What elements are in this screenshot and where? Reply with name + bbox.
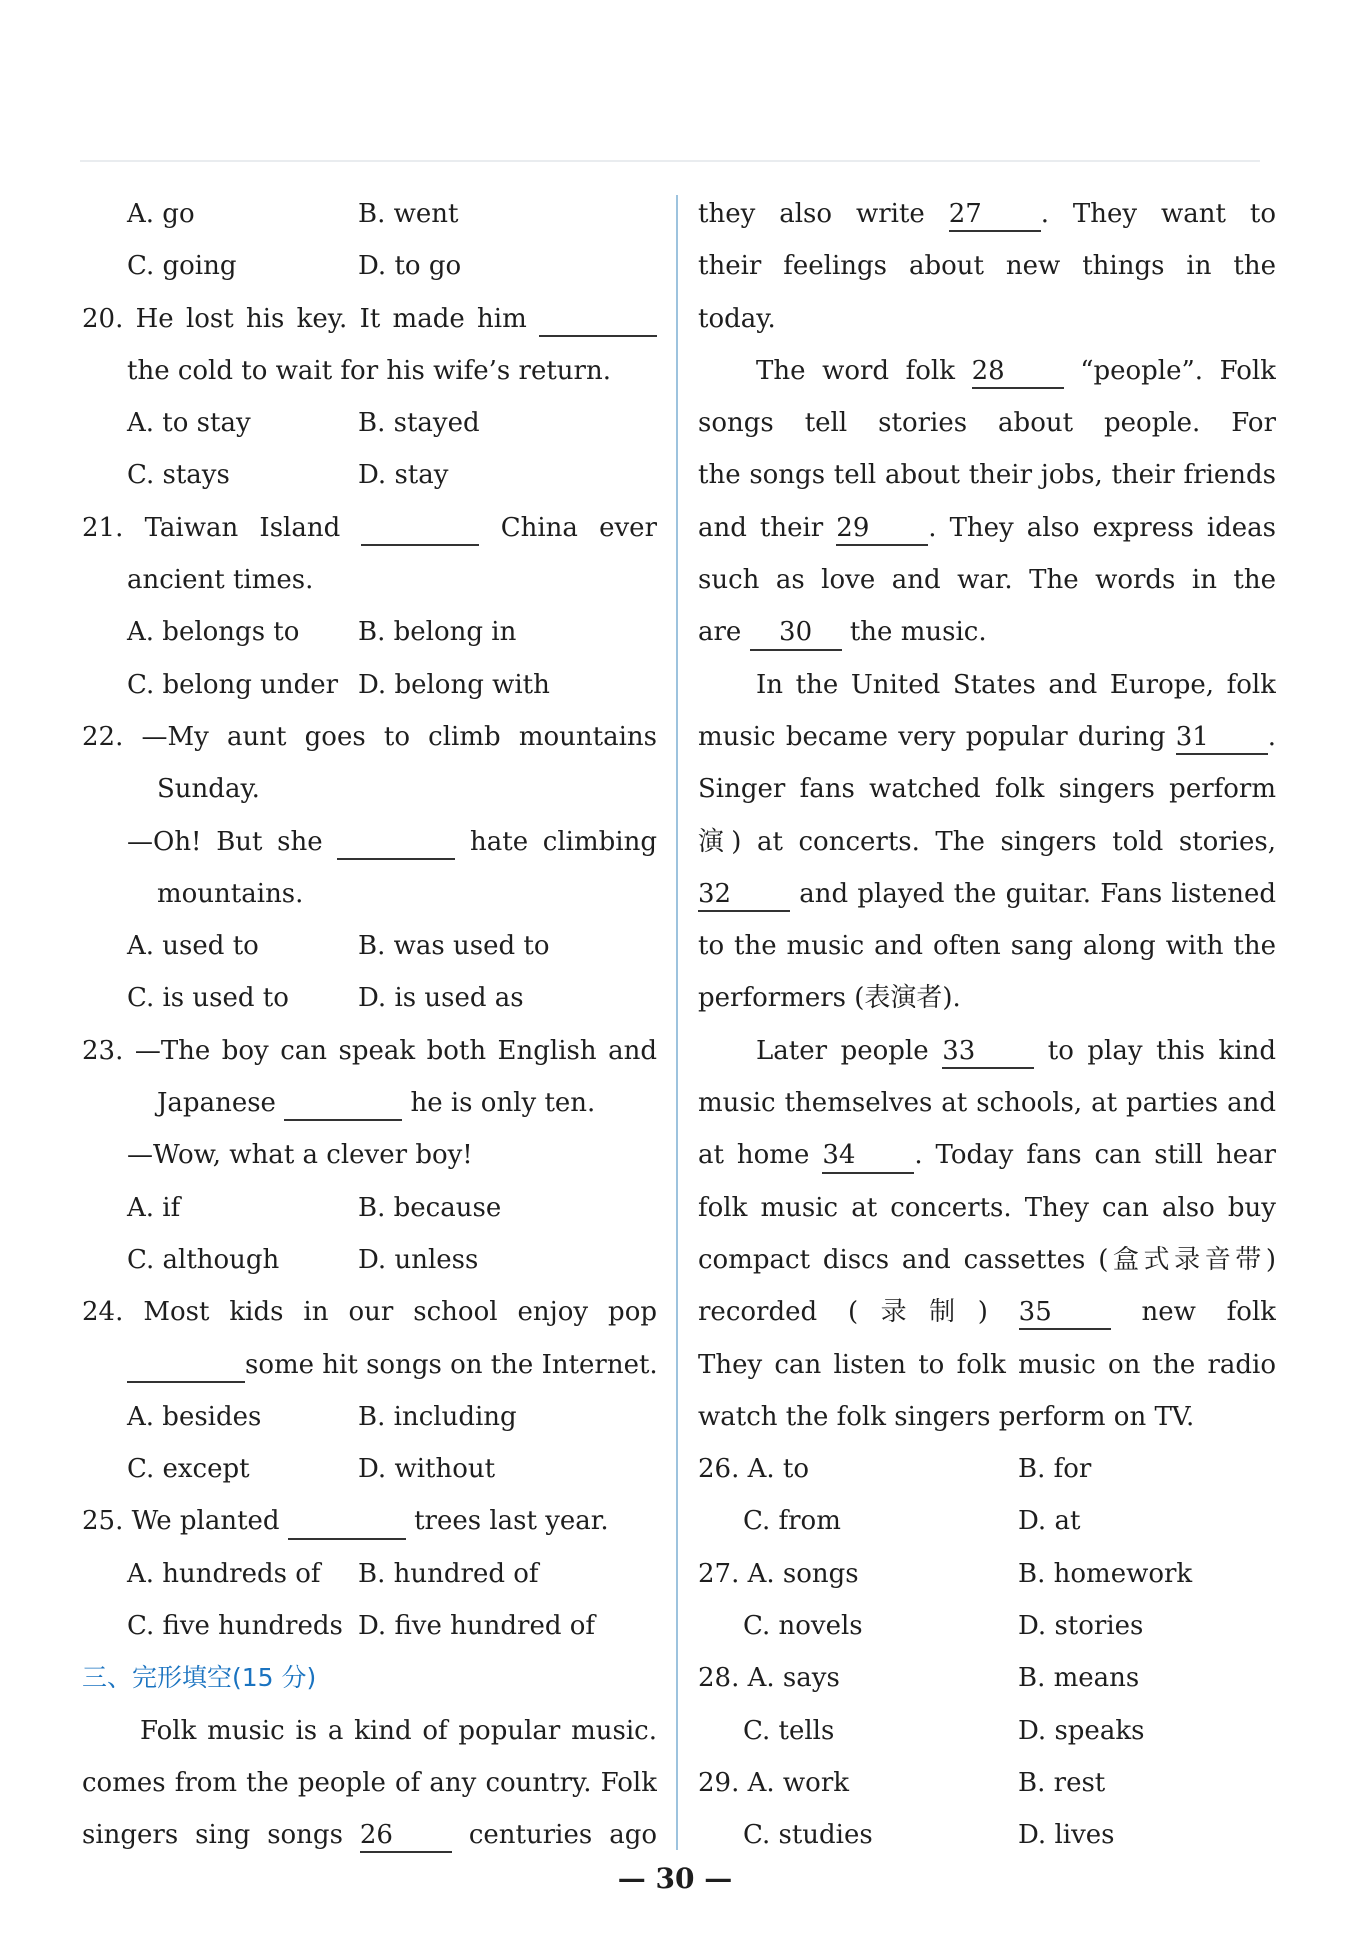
option: A. hundreds of <box>127 1558 321 1589</box>
passage-line: In the United States and Europe, folk <box>756 669 1276 700</box>
page-number: — 30 — <box>617 1862 733 1895</box>
passage-line: folk music at concerts. They can also buy <box>698 1192 1276 1223</box>
option: B. for <box>1018 1454 1092 1485</box>
answer-blank-31[interactable]: 31 <box>1176 722 1268 755</box>
option: A. belongs to <box>127 617 300 648</box>
passage-line: performers (表演者). <box>698 983 961 1014</box>
passage-line: music themselves at schools, at parties and <box>698 1088 1276 1119</box>
answer-blank[interactable] <box>288 1506 406 1539</box>
column-divider <box>676 195 678 1850</box>
q23-line: —Wow, what a clever boy! <box>127 1140 473 1171</box>
q27-options <box>698 1548 1276 1600</box>
answer-blank[interactable] <box>337 827 455 860</box>
option: D. to go <box>358 251 462 282</box>
option: D. is used as <box>358 983 524 1014</box>
passage-line: songs tell stories about people. For <box>698 408 1276 439</box>
option: A. used to <box>127 931 259 962</box>
option: C. stays <box>127 460 230 491</box>
option: 27. A. songs <box>698 1558 859 1589</box>
option: A. go <box>127 199 195 229</box>
q20-options <box>82 397 657 449</box>
option: C. going <box>127 251 237 282</box>
q21-options <box>82 606 657 658</box>
option: B. belong in <box>358 617 517 648</box>
q22-options <box>82 972 657 1024</box>
q22-options <box>82 920 657 972</box>
option: B. went <box>358 199 459 229</box>
option: A. to stay <box>127 408 251 439</box>
option: A. besides <box>127 1401 262 1432</box>
q22-line: —Oh! But she hate climbing <box>82 816 657 868</box>
option: D. speaks <box>1018 1715 1145 1746</box>
option: A. if <box>127 1192 181 1223</box>
option: 29. A. work <box>698 1767 850 1798</box>
passage-line: and their 29 . They also express ideas <box>698 502 1276 554</box>
q23-options <box>82 1182 657 1234</box>
q24-options <box>82 1443 657 1495</box>
option: D. lives <box>1018 1820 1115 1851</box>
passage-line: they also write 27 . They want to <box>698 188 1276 240</box>
q28-options <box>698 1705 1276 1757</box>
option: C. except <box>127 1454 250 1485</box>
passage-line: Later people 33 to play this kind <box>698 1025 1276 1077</box>
option: B. stayed <box>358 408 480 439</box>
option: D. stay <box>358 460 449 491</box>
passage-line: singers sing songs 26 centuries ago <box>82 1809 657 1861</box>
passage-line: their feelings about new things in the <box>698 251 1276 282</box>
passage-line: recorded (录制) 35 new folk <box>698 1286 1276 1338</box>
option: C. five hundreds <box>127 1611 343 1642</box>
option: B. homework <box>1018 1558 1193 1589</box>
passage-line: Singer fans watched folk singers perform <box>698 774 1276 805</box>
q27-options <box>698 1600 1276 1652</box>
q21-stem-cont: ancient times. <box>127 565 314 596</box>
passage-line: music became very popular during 31 . <box>698 711 1276 763</box>
option: C. is used to <box>127 983 289 1014</box>
option: D. without <box>358 1454 496 1485</box>
faded-header <box>80 100 1260 162</box>
q19-options <box>82 188 657 240</box>
option: B. means <box>1018 1663 1140 1694</box>
passage-line: compact discs and cassettes (盒式录音带) <box>698 1244 1276 1275</box>
q21-stem: 21. Taiwan Island China ever <box>82 502 657 554</box>
answer-blank-33[interactable]: 33 <box>942 1036 1034 1069</box>
answer-blank[interactable] <box>361 513 479 546</box>
q20-stem: 20. He lost his key. It made him <box>82 293 657 345</box>
option: B. hundred of <box>358 1558 539 1589</box>
option: C. studies <box>743 1820 873 1851</box>
passage-line: comes from the people of any country. Folk <box>82 1767 657 1798</box>
q20-options <box>82 449 657 501</box>
option: B. rest <box>1018 1767 1106 1798</box>
answer-blank-35[interactable]: 35 <box>1019 1297 1111 1330</box>
q29-options <box>698 1809 1276 1861</box>
q19-options <box>82 240 657 292</box>
option: B. because <box>358 1192 502 1223</box>
q26-options <box>698 1495 1276 1547</box>
q23-line: Japanese he is only ten. <box>82 1077 657 1129</box>
left-column <box>82 188 657 1862</box>
answer-blank-30[interactable]: 30 <box>750 617 842 650</box>
passage-line: such as love and war. The words in the <box>698 565 1276 596</box>
option: D. belong with <box>358 669 550 700</box>
q25-stem: 25. We planted trees last year. <box>82 1495 657 1547</box>
q25-options <box>82 1548 657 1600</box>
option: C. belong under <box>127 669 339 700</box>
passage-line: 演) at concerts. The singers told stories, <box>698 826 1276 857</box>
passage-line: Folk music is a kind of popular music. <box>140 1715 657 1746</box>
answer-blank-29[interactable]: 29 <box>836 513 928 546</box>
passage-line: are 30 the music. <box>698 606 1276 658</box>
option: C. although <box>127 1244 280 1275</box>
option: C. tells <box>743 1715 835 1746</box>
option: D. stories <box>1018 1611 1144 1642</box>
option: C. from <box>743 1506 841 1537</box>
passage-line: at home 34 . Today fans can still hear <box>698 1129 1276 1181</box>
option: B. including <box>358 1401 517 1432</box>
option: D. at <box>1018 1506 1081 1537</box>
q24-options <box>82 1391 657 1443</box>
option: 26. A. to <box>698 1454 810 1485</box>
q21-options <box>82 659 657 711</box>
q23-options <box>82 1234 657 1286</box>
q25-options <box>82 1600 657 1652</box>
answer-blank-34[interactable]: 34 <box>822 1140 914 1173</box>
passage-line: They can listen to folk music on the radio <box>698 1349 1276 1380</box>
q29-options <box>698 1757 1276 1809</box>
answer-blank[interactable] <box>539 304 657 337</box>
option: D. unless <box>358 1244 479 1275</box>
q24-line: 24. Most kids in our school enjoy pop <box>82 1297 657 1328</box>
q26-options <box>698 1443 1276 1495</box>
q28-options <box>698 1652 1276 1704</box>
option: C. novels <box>743 1611 863 1642</box>
q23-line: 23. —The boy can speak both English and <box>82 1035 657 1066</box>
q22-line: 22. —My aunt goes to climb mountains <box>82 721 657 752</box>
option: D. five hundred of <box>358 1611 596 1642</box>
answer-blank[interactable] <box>284 1088 402 1121</box>
answer-blank[interactable] <box>127 1350 245 1383</box>
answer-blank-26[interactable]: 26 <box>360 1820 452 1853</box>
passage-line: The word folk 28 “people”. Folk <box>698 345 1276 397</box>
q22-line: mountains. <box>157 878 304 909</box>
passage-line: to the music and often sang along with the <box>698 931 1276 962</box>
section-title: 三、完形填空(15 分) <box>82 1663 317 1693</box>
option: B. was used to <box>358 931 550 962</box>
q20-stem-cont: the cold to wait for his wife’s return. <box>127 355 611 386</box>
passage-line: watch the folk singers perform on TV. <box>698 1401 1195 1432</box>
passage-line: today. <box>698 303 776 334</box>
answer-blank-32[interactable]: 32 <box>698 879 790 912</box>
answer-blank-27[interactable]: 27 <box>949 199 1041 232</box>
answer-blank-28[interactable]: 28 <box>972 356 1064 389</box>
q22-line: Sunday. <box>157 774 260 805</box>
right-column <box>698 188 1276 1862</box>
passage-line: 32 and played the guitar. Fans listened <box>698 868 1276 920</box>
passage-line: the songs tell about their jobs, their friends <box>698 460 1276 491</box>
q24-line: some hit songs on the Internet. <box>82 1339 657 1391</box>
option: 28. A. says <box>698 1663 840 1694</box>
